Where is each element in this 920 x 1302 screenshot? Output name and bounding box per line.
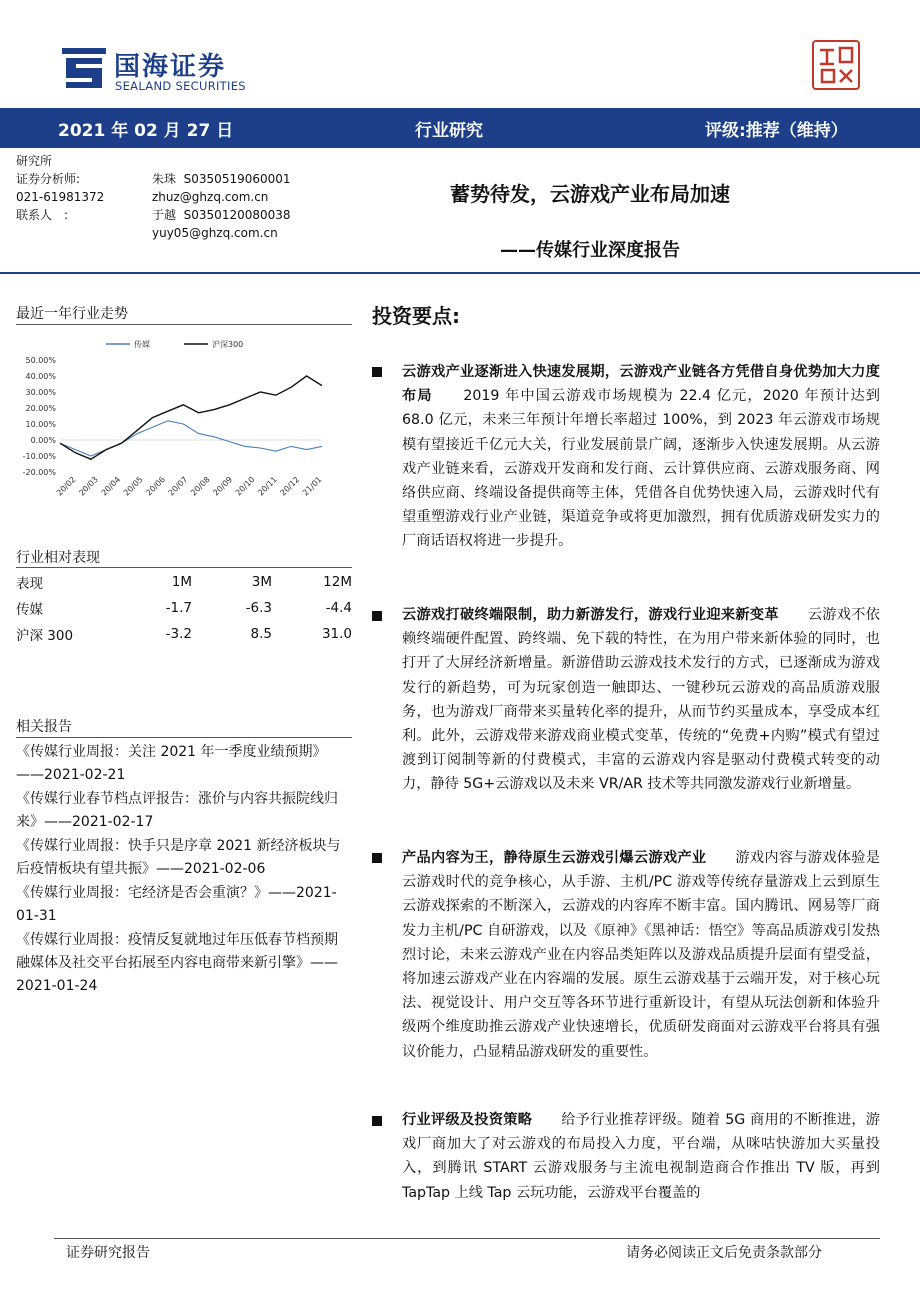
report-date: 2021 年 02 月 27 日 bbox=[58, 121, 234, 141]
related-report-link[interactable]: 《传媒行业春节档点评报告：涨价与内容共振院线归来》——2021-02-17 bbox=[16, 791, 338, 830]
author-details bbox=[152, 170, 291, 242]
y-tick-label: 0.00% bbox=[30, 436, 56, 445]
contact-email[interactable]: yuy05@ghzq.com.cn bbox=[152, 226, 278, 240]
footer-right: 请务必阅读正文后免责条款部分 bbox=[626, 1245, 822, 1261]
x-tick-label: 20/09 bbox=[211, 474, 235, 498]
footer-left: 证券研究报告 bbox=[66, 1245, 150, 1261]
x-tick-label: 20/10 bbox=[233, 474, 257, 498]
bullet-icon bbox=[372, 853, 382, 863]
footer-rule bbox=[54, 1238, 880, 1239]
contact-label: 联系人 : bbox=[16, 208, 69, 222]
legend-label: 沪深300 bbox=[212, 340, 244, 349]
report-category: 行业研究 bbox=[415, 121, 483, 141]
industry-trend-chart bbox=[16, 334, 352, 504]
key-point-2 bbox=[402, 603, 880, 797]
institute-label: 研究所 bbox=[16, 154, 53, 168]
key-point-title: 云游戏打破终端限制，助力新游发行，游戏行业迎来新变革 bbox=[402, 607, 779, 623]
key-point-body: 游戏内容与游戏体验是云游戏时代的竞争核心，从手游、主机/PC 游戏等传统存量游戏上云到原生云游戏探索的不断深入，云游戏的内容库不断丰富。国内腾讯、网易等厂商发力主机/PC 自研游戏，以及《原神》《黑神话：悟空》等高品质游戏引发热烈讨论，未来云游戏产业在内容品类矩阵以及游戏品质提升层面有望受益，将加速云游戏产业在内容端的发展。原生云游戏基于云端开发，对于核心玩法、视觉设计、用户交互等各环节进行重新设计，有望从玩法创新和体验升级两个维度助推云游戏产业快速增长，优质研发商面对云游戏平台将具有强议价能力，凸显精品游戏研发的重要性。 bbox=[402, 850, 880, 1060]
y-tick-label: 30.00% bbox=[25, 388, 56, 397]
x-tick-label: 20/03 bbox=[77, 474, 100, 498]
perf-table bbox=[16, 569, 352, 647]
y-tick-label: -10.00% bbox=[22, 452, 56, 461]
x-tick-label: 20/08 bbox=[189, 474, 212, 498]
key-point-body: 云游戏不依赖终端硬件配置、跨终端、免下载的特性，在为用户带来新体验的同时，也打开了大屏经济新增量。新游借助云游戏技术发行的方式，已逐渐成为游戏发行的新趋势，可为玩家创造一触即达、一键秒玩云游戏的高品质游戏服务，也为游戏厂商带来买量转化率的提升，从而节约买量成本，享受成本红利。此外，云游戏带来游戏商业模式变革，传统的“免费+内购”模式有望过渡到订阅制等新的付费模式，丰富的云游戏内容是驱动付费模式转变的动力，静待 5G+云游戏以及未来 VR/AR 技术等共同激发游戏行业新增量。 bbox=[402, 607, 880, 793]
bullet-icon bbox=[372, 1116, 382, 1126]
contact-id: S0350120080038 bbox=[183, 208, 291, 222]
x-tick-label: 21/01 bbox=[300, 474, 324, 498]
key-point-3 bbox=[402, 846, 880, 1064]
y-tick-label: 20.00% bbox=[25, 404, 56, 413]
analyst-id: S0350519060001 bbox=[183, 172, 291, 186]
table-cell: -6.3 bbox=[245, 600, 272, 616]
series-line bbox=[60, 421, 322, 456]
x-tick-label: 20/06 bbox=[144, 474, 168, 498]
key-point-title: 行业评级及投资策略 bbox=[402, 1112, 533, 1128]
trend-heading: 最近一年行业走势 bbox=[16, 306, 128, 322]
table-header-row bbox=[16, 569, 352, 595]
y-tick-label: 50.00% bbox=[25, 356, 56, 365]
related-report-link[interactable]: 《传媒行业周报：疫情反复就地过年压低春节档预期 融媒体及社交平台拓展至内容电商带来新引擎》——2021-01-24 bbox=[16, 932, 352, 994]
x-tick-label: 20/11 bbox=[256, 474, 279, 498]
bullet-icon bbox=[372, 611, 382, 621]
trend-heading-rule bbox=[16, 324, 352, 325]
key-point-title: 云游戏产业逐渐进入快速发展期，云游戏产业链各方凭借自身优势加大力度布局 bbox=[402, 364, 880, 405]
table-cell: 传媒 bbox=[16, 602, 43, 618]
report-title: 蓄势待发，云游戏产业布局加速 bbox=[450, 182, 730, 206]
related-report-link[interactable]: 《传媒行业周报：快手只是序章 2021 新经济板块与后疫情板块有望共振》——2021-02-06 bbox=[16, 838, 341, 877]
y-tick-label: -20.00% bbox=[22, 468, 56, 477]
related-heading: 相关报告 bbox=[16, 719, 72, 735]
table-header-cell: 1M bbox=[171, 574, 192, 590]
research-seal-icon bbox=[812, 40, 860, 90]
table-cell: 31.0 bbox=[321, 626, 352, 642]
table-cell: -1.7 bbox=[165, 600, 192, 616]
brand-name-en: SEALAND SECURITIES bbox=[115, 79, 246, 93]
table-cell: 8.5 bbox=[250, 626, 272, 642]
table-header-cell: 表现 bbox=[16, 576, 43, 592]
y-tick-label: 10.00% bbox=[25, 420, 56, 429]
key-point-4 bbox=[402, 1108, 880, 1205]
contact-name: 于越 bbox=[152, 208, 177, 222]
report-rating: 评级:推荐（维持） bbox=[705, 121, 848, 141]
table-cell: 沪深 300 bbox=[16, 628, 74, 644]
related-report-link[interactable]: 《传媒行业周报：关注 2021 年一季度业绩预期》——2021-02-21 bbox=[16, 744, 327, 783]
analyst-phone: 021-61981372 bbox=[16, 190, 105, 204]
analyst-name: 朱珠 bbox=[152, 172, 177, 186]
brand-name-cn: 国海证券 bbox=[114, 52, 227, 82]
key-point-title: 产品内容为王，静待原生云游戏引爆云游戏产业 bbox=[402, 850, 707, 866]
x-tick-label: 20/12 bbox=[278, 474, 302, 498]
table-header-cell: 12M bbox=[323, 574, 352, 590]
legend-label: 传媒 bbox=[134, 340, 150, 349]
x-tick-label: 20/07 bbox=[166, 474, 190, 498]
report-subtitle: ——传媒行业深度报告 bbox=[500, 240, 680, 261]
x-tick-label: 20/04 bbox=[99, 474, 123, 498]
related-heading-rule bbox=[16, 737, 352, 738]
table-header-cell: 3M bbox=[251, 574, 272, 590]
related-report-link[interactable]: 《传媒行业周报：宅经济是否会重演？》——2021-01-31 bbox=[16, 885, 337, 924]
table-cell: -4.4 bbox=[325, 600, 352, 616]
header-bar bbox=[0, 108, 920, 148]
sealand-logo-icon bbox=[62, 48, 106, 88]
table-cell: -3.2 bbox=[165, 626, 192, 642]
table-row bbox=[16, 621, 352, 647]
perf-heading-rule bbox=[16, 567, 352, 568]
table-row bbox=[16, 595, 352, 621]
key-point-1 bbox=[402, 360, 880, 554]
related-report-list bbox=[16, 741, 352, 998]
analyst-label: 证券分析师: bbox=[16, 172, 81, 186]
x-tick-label: 20/02 bbox=[54, 474, 78, 498]
bullet-icon bbox=[372, 367, 382, 377]
x-tick-label: 20/05 bbox=[121, 474, 145, 498]
perf-heading: 行业相对表现 bbox=[16, 550, 100, 566]
analyst-email[interactable]: zhuz@ghzq.com.cn bbox=[152, 190, 269, 204]
y-tick-label: 40.00% bbox=[25, 372, 56, 381]
series-line bbox=[60, 376, 322, 459]
author-labels bbox=[16, 152, 104, 224]
key-point-body: 2019 年中国云游戏市场规模为 22.4 亿元，2020 年预计达到 68.0 亿元，未来三年预计年增长率超过 100%，到 2023 年云游戏市场规模有望接近千亿元大关，行业发展前景广阔，逐渐步入快速发展期。从云游戏产业链来看，云游戏开发商和发行商、云计算供应商、云游戏服务商、网络供应商、终端设备提供商等主体，凭借各自优势快速入局，云游戏时代有望重塑游戏行业产业链，渠道竞争或将更加激烈，拥有优质游戏研发实力的厂商话语权将进一步提升。 bbox=[402, 388, 881, 550]
header-divider bbox=[0, 272, 920, 274]
key-point-body: 给予行业推荐评级。随着 5G 商用的不断推进，游戏厂商加大了对云游戏的布局投入力度，平台端，从咪咕快游加大买量投入，到腾讯 START 云游戏服务与主流电视制造商合作推出 TV 版，再到 TapTap 上线 Tap 云玩功能，云游戏平台覆盖的 bbox=[402, 1112, 880, 1201]
key-points-heading: 投资要点: bbox=[372, 304, 460, 328]
